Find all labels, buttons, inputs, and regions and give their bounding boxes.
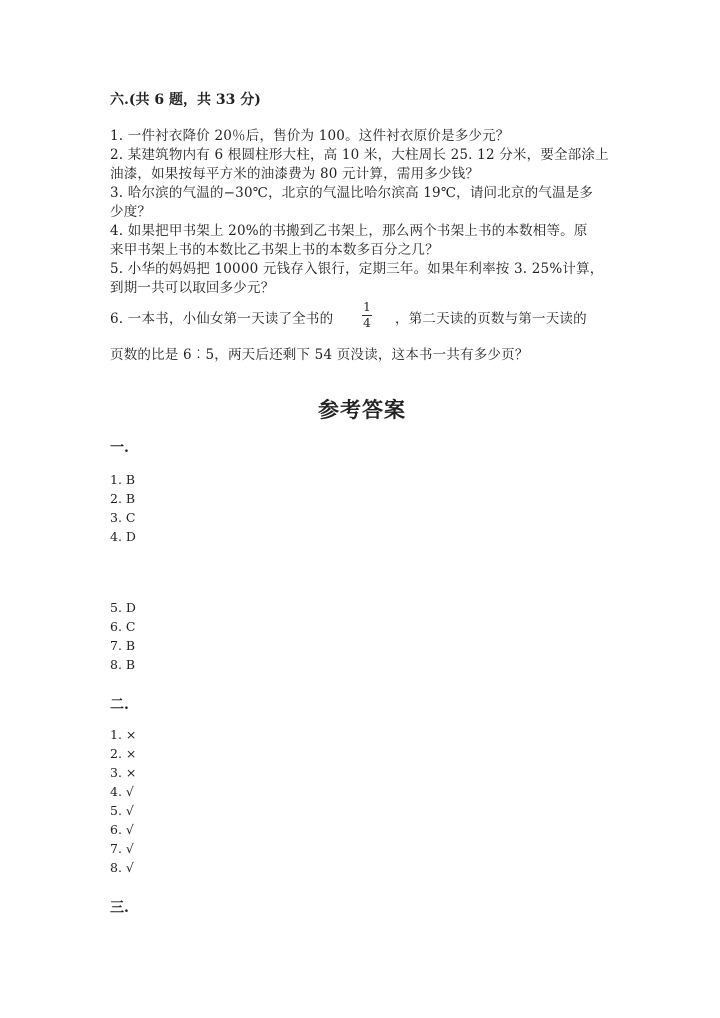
answers-part-2-heading: 二.	[110, 697, 129, 713]
fraction-denominator: 4	[363, 316, 371, 330]
question-4-line-2: 来甲书架上书的本数比乙书架上书的本数多百分之几？	[110, 242, 439, 258]
question-2-line-1: 2. 某建筑物内有 6 根圆柱形大柱，高 10 米，大柱周长 25. 12 分米，要全部涂上	[110, 147, 609, 163]
section-title: 六.(共 6 题，共 33 分)	[110, 92, 261, 108]
answer-item: 2. B	[110, 491, 136, 506]
answer-item: 4. √	[110, 784, 134, 799]
answer-item: 4. D	[110, 529, 136, 544]
answer-item: 6. √	[110, 822, 134, 837]
answer-item: 3. C	[110, 510, 136, 525]
answer-item: 1. B	[110, 472, 136, 487]
answers-part-3-heading: 三.	[110, 900, 129, 916]
answer-item: 2. ×	[110, 746, 137, 761]
answer-item: 7. √	[110, 841, 134, 856]
question-3-line-2: 少度？	[110, 204, 152, 220]
question-2-line-2: 油漆，如果按每平方米的油漆费为 80 元计算，需用多少钱？	[110, 166, 480, 182]
question-6-line-2: 页数的比是 6︰5，两天后还剩下 54 页没读，这本书一共有多少页？	[110, 347, 529, 363]
question-4-line-1: 4. 如果把甲书架上 20%的书搬到乙书架上，那么两个书架上书的本数相等。原	[110, 223, 588, 239]
answer-item: 7. B	[110, 638, 136, 653]
answer-item: 8. √	[110, 860, 134, 875]
question-6-line-1-prefix: 6. 一本书，小仙女第一天读了全书的	[110, 311, 334, 327]
question-3-line-1: 3. 哈尔滨的气温的−30℃，北京的气温比哈尔滨高 19℃，请问北京的气温是多	[110, 185, 594, 201]
answers-part-1-heading: 一.	[110, 440, 129, 456]
answer-item: 5. D	[110, 600, 136, 615]
answer-item: 5. √	[110, 803, 134, 818]
question-6-line-1-suffix: ，第二天读的页数与第一天读的	[395, 311, 587, 327]
question-1: 1. 一件衬衣降价 20％后，售价为 100。这件衬衣原价是多少元？	[110, 128, 510, 144]
question-5-line-1: 5. 小华的妈妈把 10000 元钱存入银行，定期三年。如果年利率按 3. 25%计算，	[110, 261, 604, 277]
fraction-one-quarter	[362, 301, 372, 330]
answer-item: 6. C	[110, 619, 136, 634]
answer-item: 1. ×	[110, 727, 137, 742]
fraction-numerator: 1	[363, 300, 371, 314]
question-5-line-2: 到期一共可以取回多少元？	[110, 280, 275, 296]
answer-item: 3. ×	[110, 765, 137, 780]
answer-item: 8. B	[110, 657, 136, 672]
answers-title: 参考答案	[318, 397, 406, 422]
